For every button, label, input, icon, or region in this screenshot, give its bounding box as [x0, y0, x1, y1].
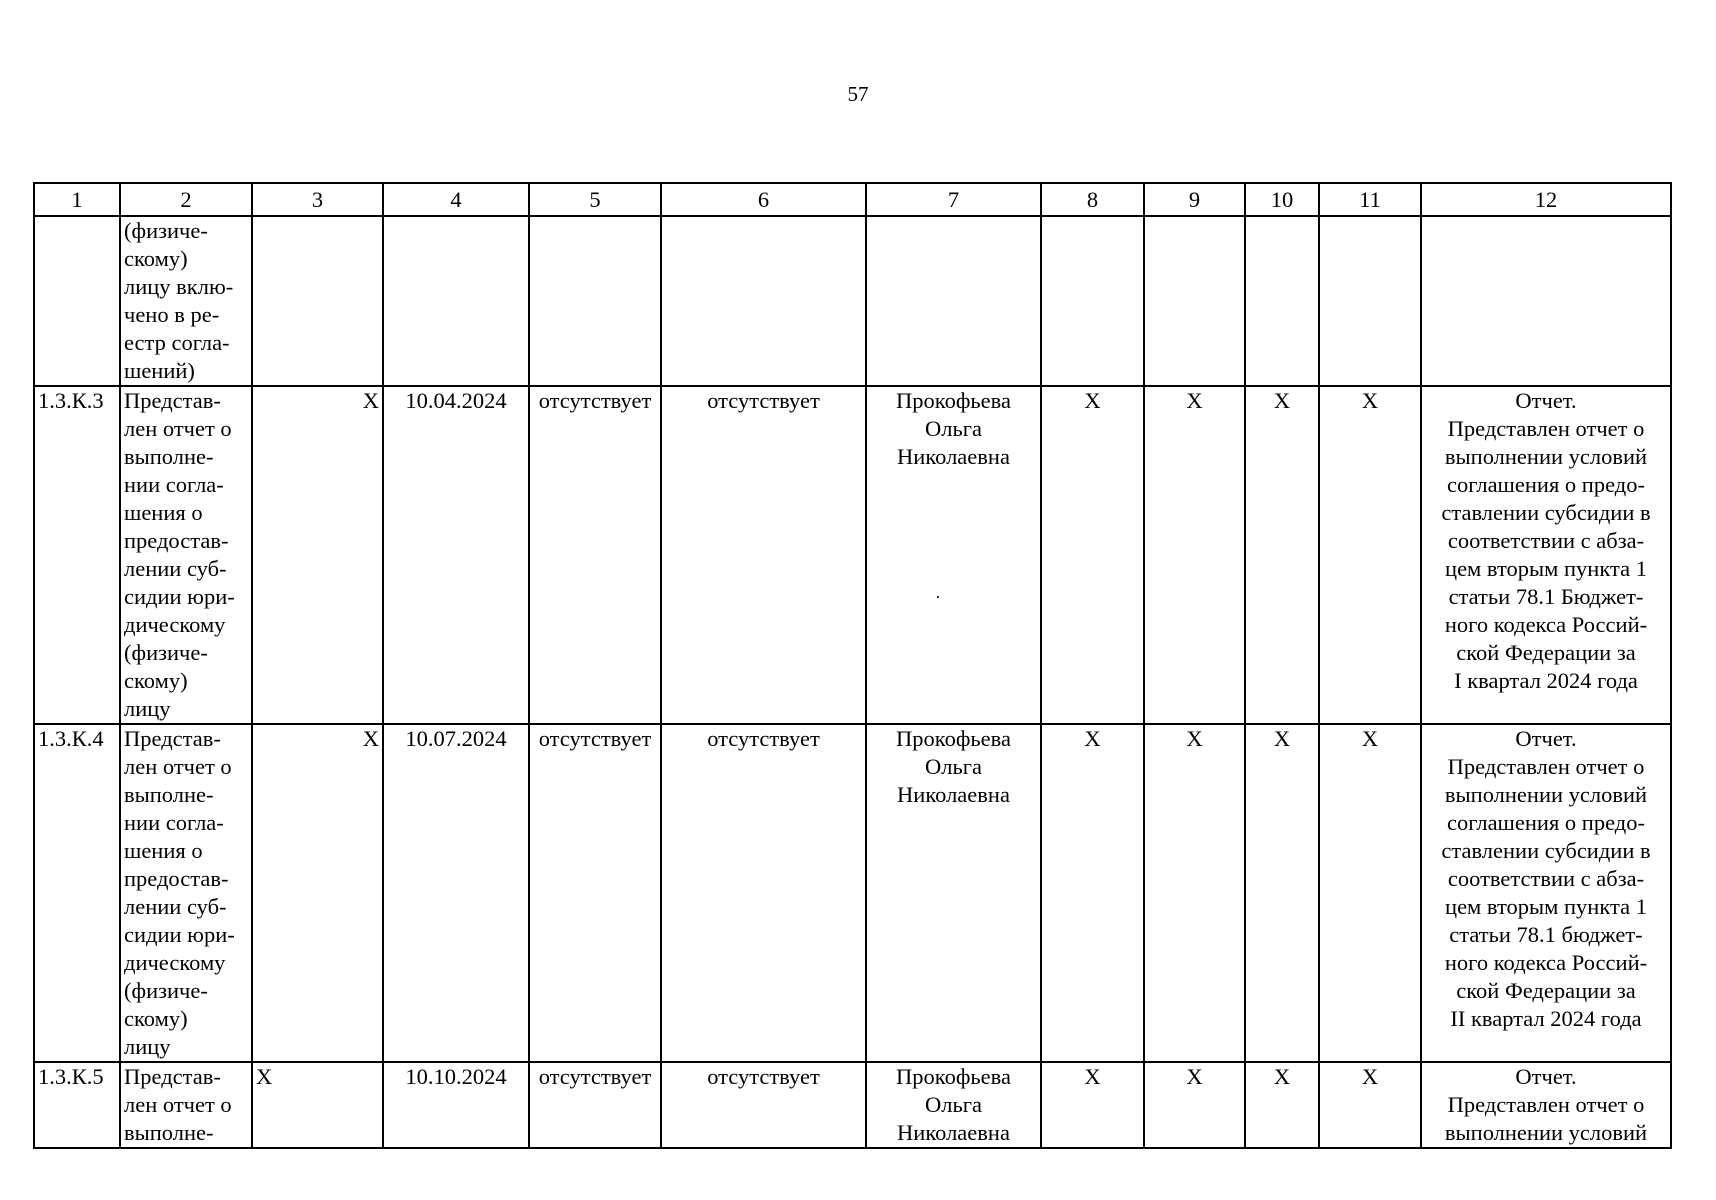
cell-description	[120, 1062, 252, 1148]
text-line: (физиче-	[124, 218, 208, 243]
column-header: 8	[1041, 183, 1144, 216]
text-line: ской Федерации за	[1456, 640, 1636, 665]
text-line: цем вторым пункта 1	[1445, 894, 1647, 919]
text-line: Представ-	[124, 726, 221, 751]
text-line: лен отчет о	[124, 754, 232, 779]
text-line: шений)	[124, 358, 195, 383]
text-line: скому)	[124, 1006, 188, 1031]
cell-col5: отсутствует	[529, 386, 661, 724]
text-line: Представлен отчет о	[1447, 754, 1645, 779]
text-line: Представлен отчет о	[1447, 1092, 1645, 1117]
column-header: 1	[34, 183, 120, 216]
text-line: сидии юри-	[124, 584, 235, 609]
cell-result	[1421, 386, 1671, 724]
text-line: шения о	[124, 838, 203, 863]
cell-col9: X	[1144, 386, 1245, 724]
cell-col5: отсутствует	[529, 724, 661, 1062]
text-line: ного кодекса Россий-	[1444, 950, 1648, 975]
text-line: соответствии с абза-	[1447, 528, 1645, 553]
column-header: 10	[1245, 183, 1319, 216]
cell-col9: X	[1144, 724, 1245, 1062]
text-line: скому)	[124, 246, 188, 271]
text-line: естр согла-	[124, 330, 230, 355]
table-row	[34, 1062, 1671, 1148]
text-line: выполнении условий	[1444, 444, 1648, 469]
text-line: ставлении субсидии в	[1441, 838, 1651, 863]
cell-col3: X	[252, 724, 383, 1062]
cell-col5: отсутствует	[529, 1062, 661, 1148]
cell-empty	[529, 216, 661, 386]
cell-col10: X	[1245, 1062, 1319, 1148]
cell-col6: отсутствует	[661, 724, 866, 1062]
cell-responsible	[866, 1062, 1041, 1148]
text-line: Прокофьева	[896, 1064, 1011, 1089]
text-line: дическому	[124, 950, 226, 975]
column-header: 4	[383, 183, 529, 216]
cell-col11: X	[1319, 724, 1421, 1062]
cell-empty	[1319, 216, 1421, 386]
cell-responsible	[866, 386, 1041, 724]
cell-col10: X	[1245, 724, 1319, 1062]
cell-description	[120, 216, 252, 386]
table-row	[34, 386, 1671, 724]
text-line: выполне-	[124, 1120, 214, 1145]
cell-date: 10.04.2024	[383, 386, 529, 724]
column-header: 9	[1144, 183, 1245, 216]
text-line: лении суб-	[124, 556, 227, 581]
cell-col10: X	[1245, 386, 1319, 724]
text-line: выполне-	[124, 782, 214, 807]
text-line: Отчет.	[1515, 1064, 1577, 1089]
text-line: статьи 78.1 Бюджет-	[1448, 584, 1644, 609]
cell-empty	[1144, 216, 1245, 386]
text-line: ного кодекса Россий-	[1444, 612, 1648, 637]
text-line: нии согла-	[124, 810, 224, 835]
text-line: Николаевна	[897, 444, 1010, 469]
text-line: статьи 78.1 бюджет-	[1449, 922, 1643, 947]
cell-id	[34, 216, 120, 386]
text-line: нии согла-	[124, 472, 224, 497]
cell-empty	[1245, 216, 1319, 386]
column-header: 12	[1421, 183, 1671, 216]
text-line: соответствии с абза-	[1447, 866, 1645, 891]
text-line: ской Федерации за	[1456, 978, 1636, 1003]
cell-col3: X	[252, 1062, 383, 1148]
text-line: (физиче-	[124, 978, 208, 1003]
cell-empty	[661, 216, 866, 386]
text-line: выполнении условий	[1444, 1120, 1648, 1145]
page-number: 57	[847, 82, 869, 106]
cell-col6: отсутствует	[661, 1062, 866, 1148]
cell-col8: X	[1041, 1062, 1144, 1148]
column-header: 7	[866, 183, 1041, 216]
text-line: Ольга	[925, 416, 982, 441]
table-row	[34, 724, 1671, 1062]
column-header: 5	[529, 183, 661, 216]
text-line: шения о	[124, 500, 203, 525]
text-line: (физиче-	[124, 640, 208, 665]
cell-id: 1.3.К.3	[34, 386, 120, 724]
cell-empty	[252, 216, 383, 386]
text-line: лицу вклю-	[124, 274, 234, 299]
text-line: Ольга	[925, 1092, 982, 1117]
text-line: II квартал 2024 года	[1450, 1006, 1642, 1031]
cell-col9: X	[1144, 1062, 1245, 1148]
column-header: 3	[252, 183, 383, 216]
cell-id: 1.3.К.5	[34, 1062, 120, 1148]
text-line: Николаевна	[897, 782, 1010, 807]
text-line: лении суб-	[124, 894, 227, 919]
text-line: Отчет.	[1515, 388, 1577, 413]
text-line: лицу	[124, 1034, 171, 1059]
cell-empty	[1421, 216, 1671, 386]
text-line: лен отчет о	[124, 1092, 232, 1117]
cell-empty	[383, 216, 529, 386]
cell-empty	[866, 216, 1041, 386]
text-line: скому)	[124, 668, 188, 693]
cell-col11: X	[1319, 386, 1421, 724]
text-line: Представ-	[124, 388, 221, 413]
text-line: Представ-	[124, 1064, 221, 1089]
text-line: Прокофьева	[896, 388, 1011, 413]
text-line: выполне-	[124, 444, 214, 469]
cell-col6: отсутствует	[661, 386, 866, 724]
cell-empty	[1041, 216, 1144, 386]
text-line: предостав-	[124, 866, 229, 891]
text-line: лен отчет о	[124, 416, 232, 441]
cell-date: 10.10.2024	[383, 1062, 529, 1148]
text-line: Представлен отчет о	[1447, 416, 1645, 441]
cell-description	[120, 724, 252, 1062]
text-line: дическому	[124, 612, 226, 637]
text-line: ставлении субсидии в	[1441, 500, 1651, 525]
scan-speck	[937, 596, 939, 598]
header-row	[34, 183, 1671, 216]
column-header: 2	[120, 183, 252, 216]
cell-description	[120, 386, 252, 724]
text-line: Ольга	[925, 754, 982, 779]
text-line: соглашения о предо-	[1447, 472, 1645, 497]
cell-col8: X	[1041, 724, 1144, 1062]
text-line: сидии юри-	[124, 922, 235, 947]
text-line: Отчет.	[1515, 726, 1577, 751]
text-line: чено в ре-	[124, 302, 220, 327]
text-line: предостав-	[124, 528, 229, 553]
cell-col8: X	[1041, 386, 1144, 724]
text-line: выполнении условий	[1444, 782, 1648, 807]
cell-result	[1421, 1062, 1671, 1148]
cell-result	[1421, 724, 1671, 1062]
cell-responsible	[866, 724, 1041, 1062]
text-line: I квартал 2024 года	[1454, 668, 1638, 693]
column-header: 6	[661, 183, 866, 216]
text-line: Прокофьева	[896, 726, 1011, 751]
table-row-continuation	[34, 216, 1671, 386]
text-line: цем вторым пункта 1	[1445, 556, 1647, 581]
cell-id: 1.3.К.4	[34, 724, 120, 1062]
text-line: лицу	[124, 696, 171, 721]
text-line: соглашения о предо-	[1447, 810, 1645, 835]
cell-date: 10.07.2024	[383, 724, 529, 1062]
text-line: Николаевна	[897, 1120, 1010, 1145]
column-header: 11	[1319, 183, 1421, 216]
control-points-table	[33, 182, 1672, 1149]
cell-col11: X	[1319, 1062, 1421, 1148]
cell-col3: X	[252, 386, 383, 724]
